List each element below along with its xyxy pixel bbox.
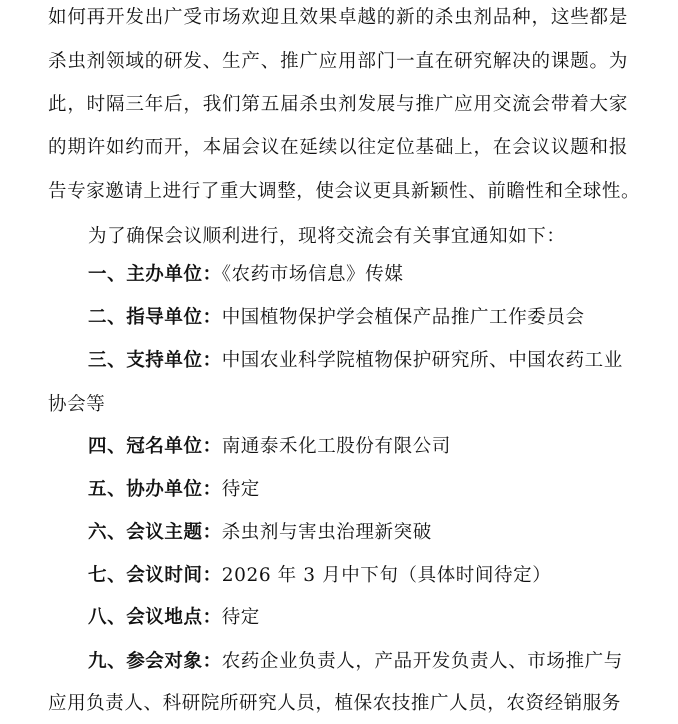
item-label: 六、会议主题： [88,522,222,543]
item-label: 四、冠名单位： [88,436,222,457]
item-label: 一、主办单位： [88,264,222,285]
item-location [88,606,260,630]
item-text: 待定 [221,607,260,628]
item-theme [88,521,432,545]
item-text: 《农药市场信息》传媒 [221,264,404,285]
item-label: 五、协办单位： [88,479,222,500]
item-text: 中国农业科学院植物保护研究所、中国农药工业 [221,350,623,371]
item-organizer [88,263,403,287]
intro-line-5: 告专家邀请上进行了重大调整，使会议更具新颖性、前瞻性和全球性。 [48,181,641,202]
item-text: 南通泰禾化工股份有限公司 [221,436,451,457]
item-support [88,349,623,373]
intro-line-2: 杀虫剂领域的研发、生产、推广应用部门一直在研究解决的课题。为 [48,51,628,72]
item-support-continued: 协会等 [48,394,106,415]
item-text: 农药企业负责人，产品开发负责人、市场推广与 [221,651,623,672]
item-label: 七、会议时间： [88,565,222,586]
item-label: 九、参会对象： [88,651,222,672]
item-co-organizer [88,478,260,502]
item-text: 杀虫剂与害虫治理新突破 [221,522,432,543]
item-guidance [88,306,585,330]
item-label: 三、支持单位： [88,350,222,371]
intro-line-3: 此，时隔三年后，我们第五届杀虫剂发展与推广应用交流会带着大家 [48,94,628,115]
item-attendees [88,650,623,674]
item-title-sponsor [88,435,451,459]
item-text: 2026 年 3 月中下旬（具体时间待定） [221,565,552,586]
intro-line-4: 的期许如约而开，本届会议在延续以往定位基础上，在会议议题和报 [48,137,628,158]
intro-line-1: 如何再开发出广受市场欢迎且效果卓越的新的杀虫剂品种，这些都是 [48,7,628,28]
item-text: 中国植物保护学会植保产品推广工作委员会 [221,307,585,328]
notice-line: 为了确保会议顺利进行，现将交流会有关事宜通知如下： [88,226,566,247]
item-attendees-continued: 应用负责人、科研院所研究人员，植保农技推广人员，农资经销服务 [48,693,622,714]
item-text: 待定 [221,479,260,500]
item-label: 二、指导单位： [88,307,222,328]
item-time [88,564,551,588]
item-label: 八、会议地点： [88,607,222,628]
